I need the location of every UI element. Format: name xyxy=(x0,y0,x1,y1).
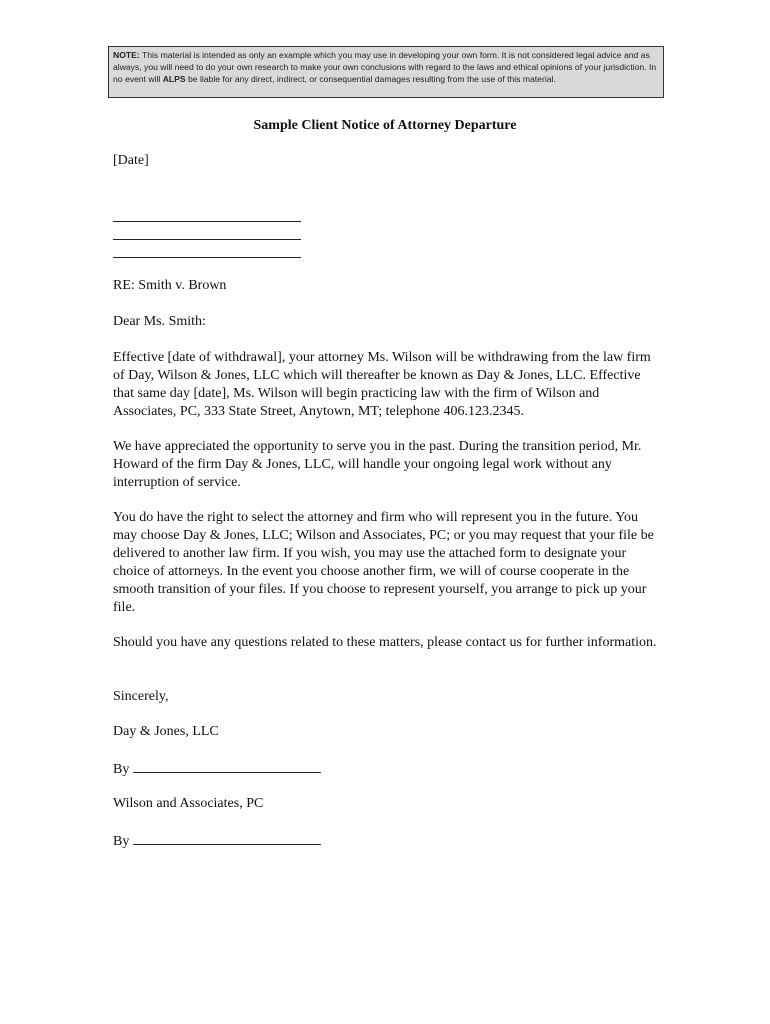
paragraph-4: Should you have any questions related to these matters, please contact us for further information. xyxy=(113,635,657,650)
firm-2-name: Wilson and Associates, PC xyxy=(113,796,264,811)
document-title: Sample Client Notice of Attorney Departure xyxy=(253,118,517,133)
address-lines xyxy=(113,204,661,258)
paragraph-3: You do have the right to select the attorney and firm who will represent you in the future. You may choose Day & Jones, LLC; Wilson and Associates, PC; or you may request that your file be delivered to another law firm. If you wish, you may use the attached form to designate your choice of attorneys. In the event you choose another firm, we will of course cooperate in the smooth transition of your files. If you choose to represent yourself, you arrange to pick up your file. xyxy=(113,510,654,615)
paragraph-2: We have appreciated the opportunity to serve you in the past. During the transition period, Mr. Howard of the firm Day & Jones, LLC, will handle your ongoing legal work without any interruption of service. xyxy=(113,439,642,490)
re-line: RE: Smith v. Brown xyxy=(113,278,227,293)
by-label-1: By xyxy=(113,762,130,777)
note-brand: ALPS xyxy=(162,74,186,84)
disclaimer-note xyxy=(108,46,664,98)
paragraph-1: Effective [date of withdrawal], your attorney Ms. Wilson will be withdrawing from the law firm of Day, Wilson & Jones, LLC which will thereafter be known as Day & Jones, LLC. Effective that same day [date], Ms. Wilson will begin practicing law with the firm of Wilson and Associates, PC, 333 State Street, Anytown, MT; telephone 406.123.2345. xyxy=(113,350,651,419)
signature-line-2 xyxy=(133,831,321,845)
address-line-1 xyxy=(113,204,301,222)
address-line-3 xyxy=(113,240,301,258)
address-line-2 xyxy=(113,222,301,240)
closing: Sincerely, xyxy=(113,689,169,704)
signature-2 xyxy=(113,831,661,851)
signature-line-1 xyxy=(133,759,321,773)
signature-1 xyxy=(113,759,661,779)
note-text-1: This material is intended as only an example which you may use in developing your own form. It is not considered legal advice and as always, you will need to do your own research to make your own conclusions with regard to the laws and ethical opinions of your jurisdiction. In no event will xyxy=(113,50,657,84)
by-label-2: By xyxy=(113,834,130,849)
note-label: NOTE: xyxy=(113,50,140,60)
salutation: Dear Ms. Smith: xyxy=(113,314,206,329)
letter-date: [Date] xyxy=(113,153,149,168)
note-text-2: be liable for any direct, indirect, or consequential damages resulting from the use of this material. xyxy=(185,74,556,84)
firm-1-name: Day & Jones, LLC xyxy=(113,724,219,739)
